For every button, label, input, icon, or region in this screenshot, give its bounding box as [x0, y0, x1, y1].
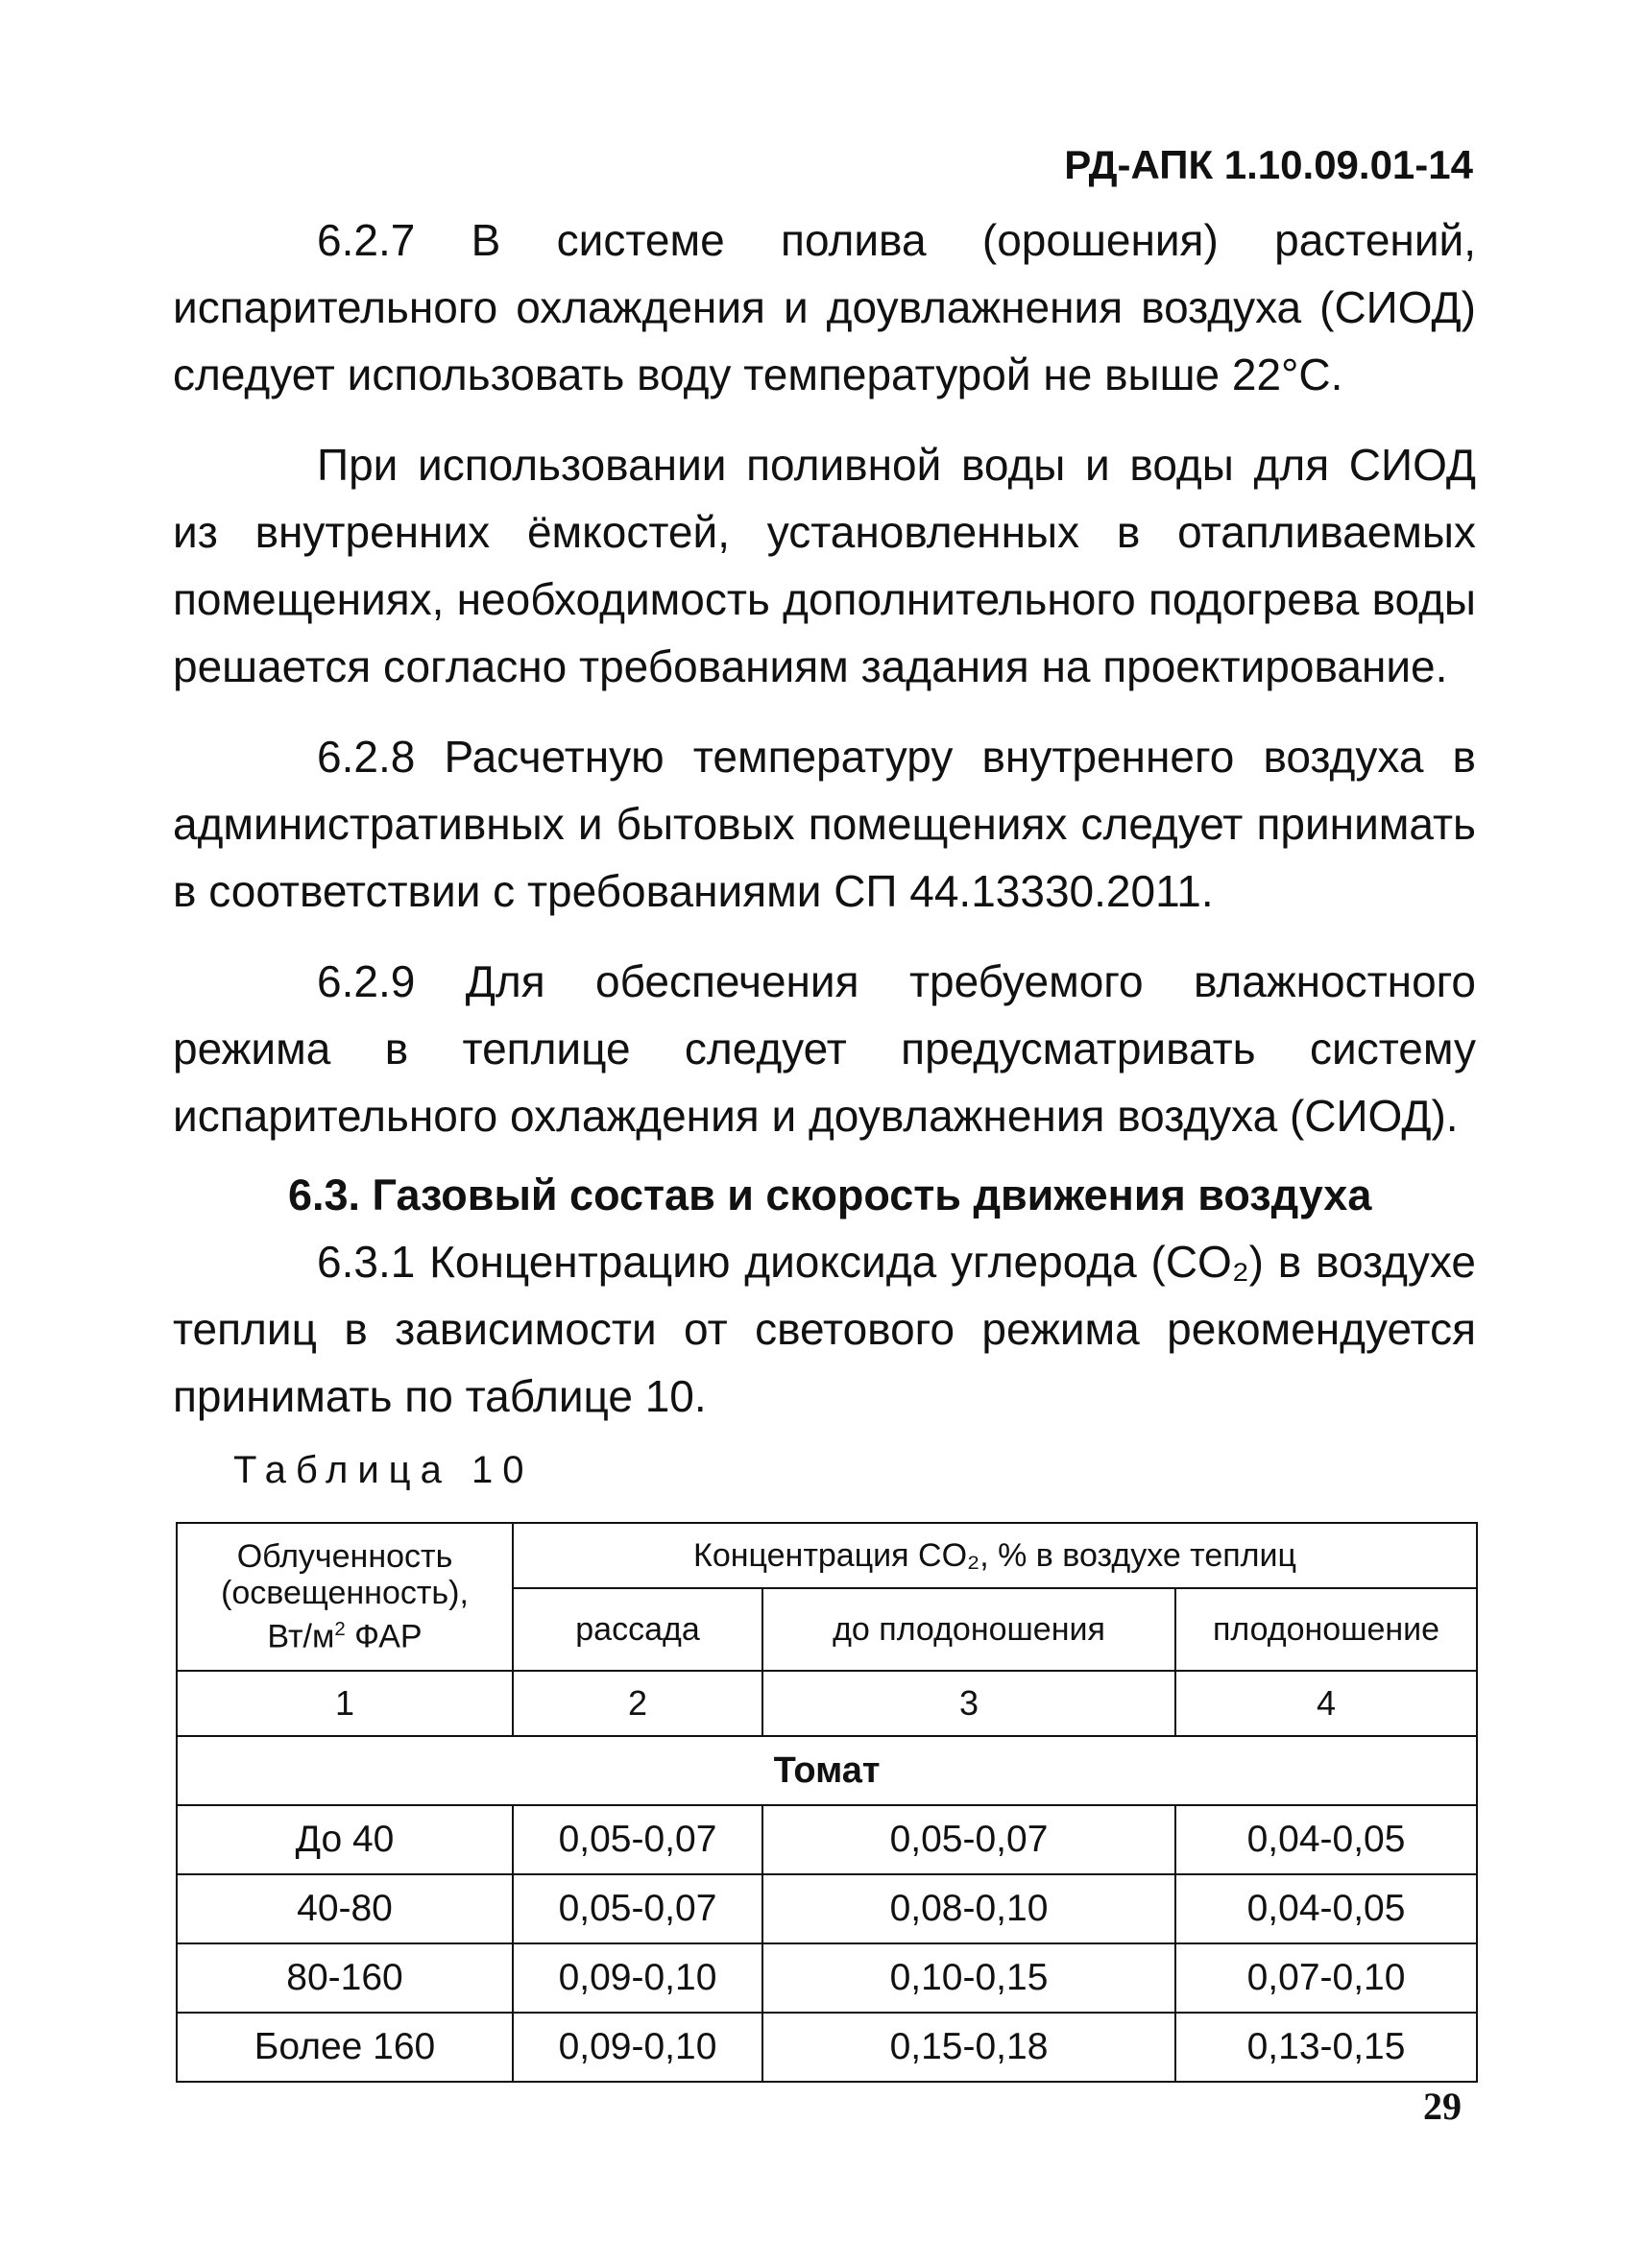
table-cell: 0,07-0,10 [1175, 1943, 1477, 2013]
table-cell: 0,10-0,15 [762, 1943, 1175, 2013]
column-number-row [177, 1671, 1477, 1736]
subheader-fruiting: плодоношение [1175, 1588, 1477, 1671]
paragraph-6-3-1: 6.3.1 Концентрацию диоксида углерода (CO₂) в воздухе теплиц в зависимости от светового режима рекомендуется принимать по таблице 10. [173, 1237, 1476, 1421]
concentration-group-header: Концентрация CO₂, % в воздухе теплиц [513, 1523, 1477, 1588]
table-cell: 0,04-0,05 [1175, 1874, 1477, 1943]
table-cell: 0,04-0,05 [1175, 1805, 1477, 1874]
table-cell: 0,05-0,07 [513, 1874, 762, 1943]
crop-group-row [177, 1736, 1477, 1805]
paragraph-6-2-9: 6.2.9 Для обеспечения требуемого влажностного режима в теплице следует предусматривать систему испарительного охлаждения и доувлажнения воздуха (СИОД). [173, 956, 1476, 1141]
paragraph-6-2-8: 6.2.8 Расчетную температуру внутреннего воздуха в административных и бытовых помещениях следует принимать в соответствии с требованиями СП 44.13330.2011. [173, 732, 1476, 916]
section-title-6-3: 6.3. Газовый состав и скорость движения воздуха [288, 1170, 1372, 1219]
table-cell: Более 160 [177, 2013, 513, 2082]
irradiance-column-header [177, 1523, 513, 1671]
page-content [173, 206, 1476, 2083]
table-row [177, 1874, 1477, 1943]
irradiance-header-line2: (освещенность), [221, 1575, 469, 1612]
table-cell: До 40 [177, 1805, 513, 1874]
co2-concentration-table [176, 1522, 1478, 2083]
irradiance-header-unit: Вт/м [267, 1618, 335, 1655]
table-cell: 0,05-0,07 [762, 1805, 1175, 1874]
table-cell: 0,09-0,10 [513, 2013, 762, 2082]
crop-group-label: Томат [177, 1736, 1477, 1805]
paragraph-6-2-7-continued: При использовании поливной воды и воды для СИОД из внутренних ёмкостей, установленных в отапливаемых помещениях, необходимость дополнительного подогрева воды решается согласно требованиям задания на проектирование. [173, 440, 1476, 691]
table-cell: 0,05-0,07 [513, 1805, 762, 1874]
table-row [177, 1805, 1477, 1874]
page-number: 29 [1423, 2085, 1462, 2128]
table-caption: Таблица 10 [233, 1449, 534, 1491]
table-cell: 80-160 [177, 1943, 513, 2013]
table-header-row [177, 1523, 1477, 1588]
column-number: 3 [762, 1671, 1175, 1736]
irradiance-header-far: ФАР [345, 1618, 423, 1655]
subheader-seedlings: рассада [513, 1588, 762, 1671]
irradiance-header-sup: 2 [334, 1619, 346, 1641]
table-cell: 0,13-0,15 [1175, 2013, 1477, 2082]
table-cell: 40-80 [177, 1874, 513, 1943]
document-code: РД-АПК 1.10.09.01-14 [1064, 142, 1473, 187]
table-cell: 0,09-0,10 [513, 1943, 762, 2013]
paragraph-6-2-7: 6.2.7 В системе полива (орошения) растений, испарительного охлаждения и доувлажнения воздуха (СИОД) следует использовать воду температурой не выше 22°С. [173, 215, 1476, 399]
subheader-before-fruiting: до плодоношения [762, 1588, 1175, 1671]
table-row [177, 2013, 1477, 2082]
table-cell: 0,08-0,10 [762, 1874, 1175, 1943]
column-number: 4 [1175, 1671, 1477, 1736]
irradiance-header-line1: Облученность [236, 1538, 453, 1576]
table-row [177, 1943, 1477, 2013]
column-number: 2 [513, 1671, 762, 1736]
column-number: 1 [177, 1671, 513, 1736]
table-cell: 0,15-0,18 [762, 2013, 1175, 2082]
